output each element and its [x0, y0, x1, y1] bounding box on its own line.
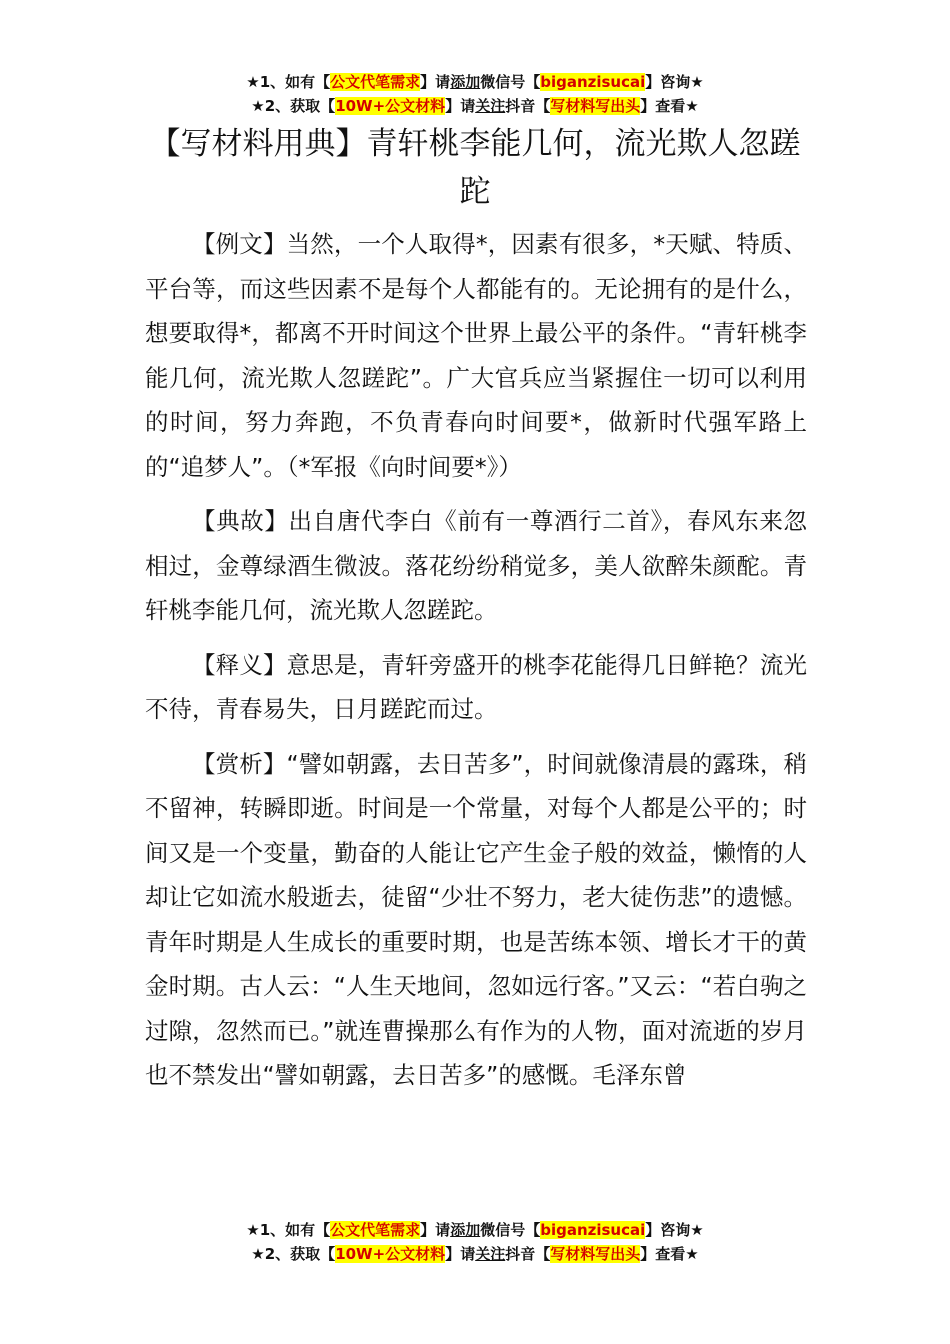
banner-text: 】咨询★ — [645, 1221, 704, 1239]
banner-text: 】请 — [445, 97, 476, 115]
highlight-materials: 10W+公文材料 — [335, 1245, 446, 1263]
document-title: 【写材料用典】青轩桃李能几何，流光欺人忽蹉跎 — [149, 126, 801, 210]
banner-text: 微信号【 — [480, 1221, 541, 1239]
banner-text: ★2、获取【 — [251, 1245, 336, 1263]
highlight-douyin-account: 写材料写出头 — [550, 97, 641, 115]
header-banner — [0, 70, 950, 118]
banner-text: 微信号【 — [480, 73, 541, 91]
banner-line-1 — [0, 70, 950, 94]
banner-text: 】请 — [445, 1245, 476, 1263]
highlight-materials: 10W+公文材料 — [335, 97, 446, 115]
document-body — [145, 222, 807, 1108]
highlight-wechat-id: biganzisucai — [540, 1221, 646, 1239]
footer-banner — [0, 1218, 950, 1266]
paragraph-meaning: 【释义】意思是，青轩旁盛开的桃李花能得几日鲜艳？流光不待，青春易失，日月蹉跎而过。 — [145, 650, 807, 723]
banner-text: 抖音【 — [505, 1245, 551, 1263]
banner-underlined: 添加 — [450, 1221, 481, 1239]
banner-text: 】请 — [420, 73, 451, 91]
highlight-wechat-id: biganzisucai — [540, 73, 646, 91]
banner-text: 】咨询★ — [645, 73, 704, 91]
banner-underlined: 关注 — [475, 97, 506, 115]
paragraph-appreciation: 【赏析】“譬如朝露，去日苦多”，时间就像清晨的露珠，稍不留神，转瞬即逝。时间是一个常量，对每个人都是公平的；时间又是一个变量，勤奋的人能让它产生金子般的效益，懒惰的人却让它如流水般逝去，徒留“少壮不努力，老大徒伤悲”的遗憾。青年时期是人生成长的重要时期，也是苦练本领、增长才干的黄金时期。古人云：“人生天地间，忽如远行客。”又云：“若白驹之过隙，忽然而已。”就连曹操那么有作为的人物，面对流逝的岁月也不禁发出“譬如朝露，去日苦多”的感慨。毛泽东曾 — [145, 749, 807, 1089]
banner-text: 抖音【 — [505, 97, 551, 115]
banner-line-1 — [0, 1218, 950, 1242]
banner-text: ★1、如有【 — [246, 73, 331, 91]
banner-text: 】查看★ — [640, 1245, 699, 1263]
banner-text: 】查看★ — [640, 97, 699, 115]
highlight-douyin-account: 写材料写出头 — [550, 1245, 641, 1263]
paragraph-allusion: 【典故】出自唐代李白《前有一尊酒行二首》，春风东来忽相过，金尊绿酒生微波。落花纷纷稍觉多，美人欲醉朱颜酡。青轩桃李能几何，流光欺人忽蹉跎。 — [145, 507, 807, 624]
banner-underlined: 关注 — [475, 1245, 506, 1263]
banner-line-2 — [0, 1242, 950, 1266]
banner-text: ★2、获取【 — [251, 97, 336, 115]
banner-text: ★1、如有【 — [246, 1221, 331, 1239]
paragraph-example: 【例文】当然，一个人取得*，因素有很多，*天赋、特质、平台等，而这些因素不是每个人都能有的。无论拥有的是什么，想要取得*，都离不开时间这个世界上最公平的条件。“青轩桃李能几何，流光欺人忽蹉跎”。广大官兵应当紧握住一切可以利用的时间，努力奔跑，不负青春向时间要*，做新时代强军路上的“追梦人”。（*军报《向时间要*》） — [145, 230, 807, 481]
highlight-service: 公文代笔需求 — [330, 1221, 421, 1239]
banner-text: 】请 — [420, 1221, 451, 1239]
banner-line-2 — [0, 94, 950, 118]
banner-underlined: 添加 — [450, 73, 481, 91]
highlight-service: 公文代笔需求 — [330, 73, 421, 91]
